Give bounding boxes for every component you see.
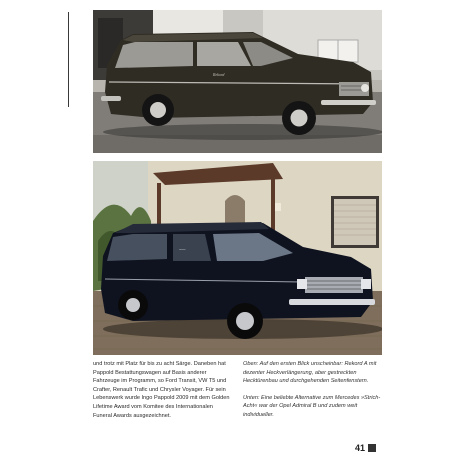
body-paragraph: und trotz mit Platz für bis zu acht Särge. Daneben hat Pappold Bestattungswagen auf Basis anderer Fahrzeuge im Programm, so Ford Transit, VW T5 und Crafter, Renault Trafic und Chrysler Voyager. Für sein Lebenswerk wurde Ingo Pappold 2009 mit dem Golden Lifetime Award vom Komitee des Internationalen Funeral Awards ausgezeichnet.: [93, 361, 230, 419]
photo-opel-rekord-hearse: [93, 10, 382, 153]
caption-bottom: Unten: Eine beliebte Alternative zum Mercedes »Strich-Acht« war der Opel Admiral B und zudem weit individueller.: [243, 394, 381, 418]
photo-opel-admiral-hearse: [93, 161, 382, 355]
caption-column: [243, 360, 383, 428]
page-marker-square: [368, 444, 376, 452]
body-text-column: [93, 360, 231, 428]
photo-opel-rekord-hearse-graphic: [93, 10, 382, 153]
margin-rule: [68, 12, 69, 107]
photo-opel-admiral-hearse-graphic: [93, 161, 382, 355]
page-number-label: 41: [355, 443, 366, 453]
svg-text:~~~: ~~~: [179, 247, 186, 252]
door-script-label: Rekord: [213, 72, 225, 77]
caption-top: Oben: Auf den ersten Blick unscheinbar: Rekord A mit dezenter Heckverlängerung, aber gestreckten Hecktürenbau und durchgehenden Seitenfenstern.: [243, 361, 377, 385]
page-number: [355, 443, 376, 453]
